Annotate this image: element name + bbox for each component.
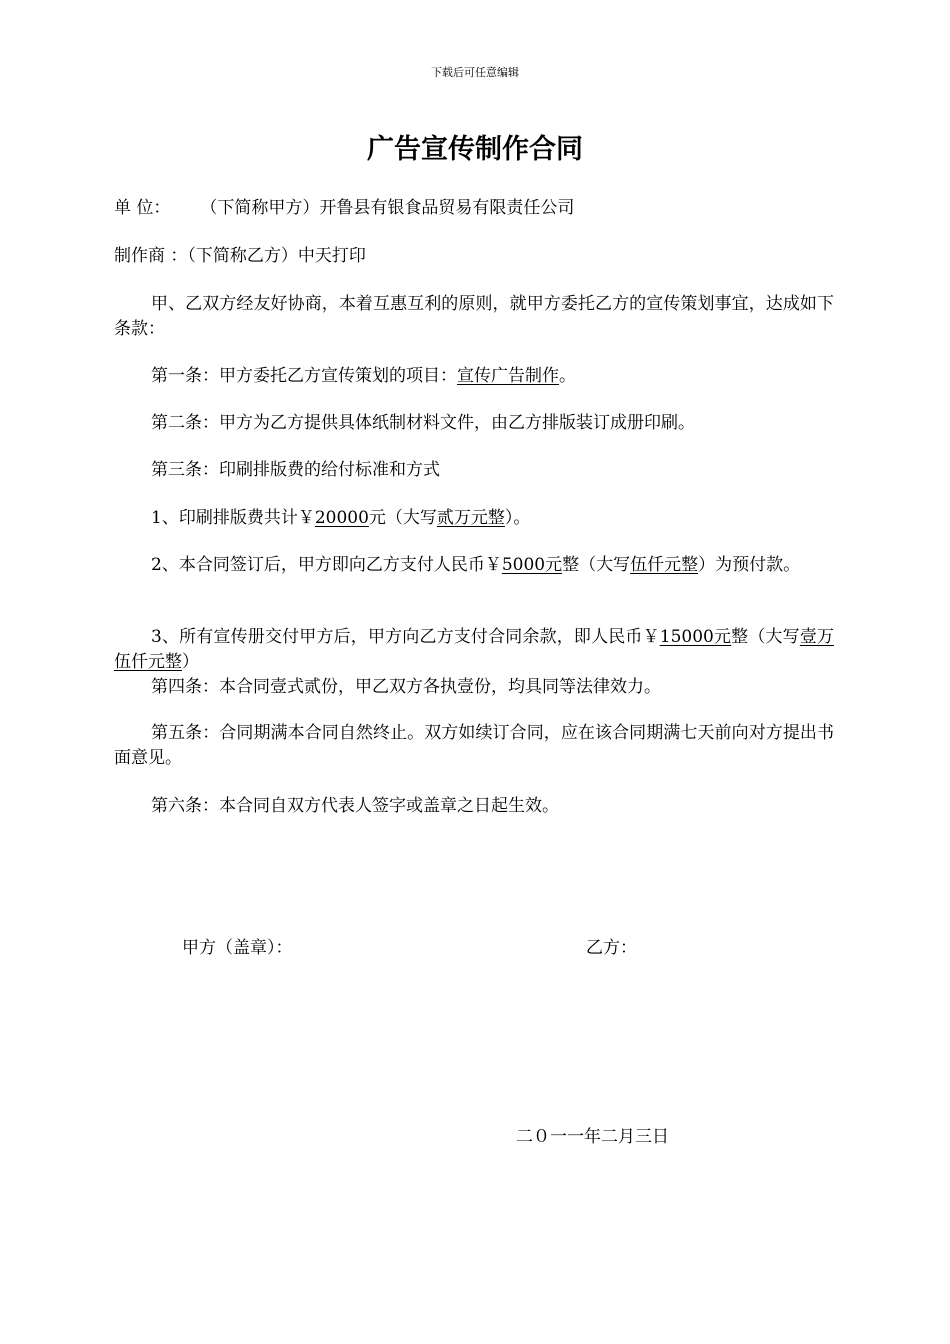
item-3-amount: 15000元 (659, 627, 732, 647)
item-1-text-b: 元（大写 (368, 508, 437, 528)
item-1-amount-words: 贰万元整 (436, 508, 505, 528)
article-6-text: 第六条：本合同自双方代表人签字或盖章之日起生效。 (151, 796, 559, 816)
article-5: 第五条：合同期满本合同自然终止。双方如续订合同，应在该合同期满七天前向对方提出书面意见。 (114, 723, 834, 768)
party-b-text: （下简称乙方）中天打印 (187, 246, 366, 266)
article-4-text: 第四条：本合同壹式贰份，甲乙双方各执壹份，均具同等法律效力。 (151, 677, 661, 697)
article-1 (114, 364, 834, 389)
item-2-text-c: ）为预付款。 (698, 555, 801, 575)
item-2-text-a: 2、本合同签订后，甲方即向乙方支付人民币￥ (151, 555, 502, 575)
article-2 (114, 411, 834, 436)
payment-item-1 (114, 506, 834, 531)
article-4 (114, 675, 834, 700)
party-a-line (114, 196, 834, 221)
document-title: 广告宣传制作合同 (367, 134, 583, 165)
payment-item-2 (114, 553, 834, 578)
item-2-amount-words: 伍仟元整 (630, 555, 699, 575)
item-3-text-c: ） (182, 652, 199, 672)
item-1-text-a: 1、印刷排版费共计￥ (151, 508, 315, 528)
party-a-label: 单 位： (114, 198, 171, 218)
header-note: 下载后可任意编辑 (431, 66, 519, 79)
party-b-line (114, 244, 834, 269)
signature-party-a: 甲方（盖章）： (182, 938, 293, 958)
item-2-text-b: 整（大写 (562, 555, 631, 575)
item-1-text-c: ）。 (504, 508, 531, 528)
party-b-label: 制作商 ： (114, 246, 188, 266)
item-3-amount-words: 壹万伍仟元整 (114, 627, 835, 672)
article-3-text: 第三条：印刷排版费的给付标准和方式 (151, 460, 440, 480)
article-1-project: 宣传广告制作 (457, 366, 559, 386)
item-2-amount: 5000元 (501, 555, 563, 575)
signature-party-b: 乙方： (586, 938, 637, 958)
article-2-text: 第二条：甲方为乙方提供具体纸制材料文件，由乙方排版装订成册印刷。 (151, 413, 695, 433)
item-1-amount: 20000 (314, 508, 369, 528)
article-3 (114, 458, 834, 483)
article-1-prefix: 第一条：甲方委托乙方宣传策划的项目： (151, 366, 457, 386)
payment-item-3 (114, 625, 834, 675)
article-1-suffix: 。 (559, 366, 576, 386)
article-6 (114, 794, 834, 819)
item-3-text-b: 整（大写 (731, 627, 800, 647)
intro-paragraph: 甲、乙双方经友好协商，本着互惠互利的原则，就甲方委托乙方的宣传策划事宜，达成如下条款： (114, 294, 834, 339)
item-3-text-a: 3、所有宣传册交付甲方后，甲方向乙方支付合同余款，即人民币￥ (151, 627, 660, 647)
party-a-text: （下简称甲方）开鲁县有银食品贸易有限责任公司 (200, 198, 575, 218)
contract-date: 二０一一年二月三日 (516, 1127, 669, 1147)
